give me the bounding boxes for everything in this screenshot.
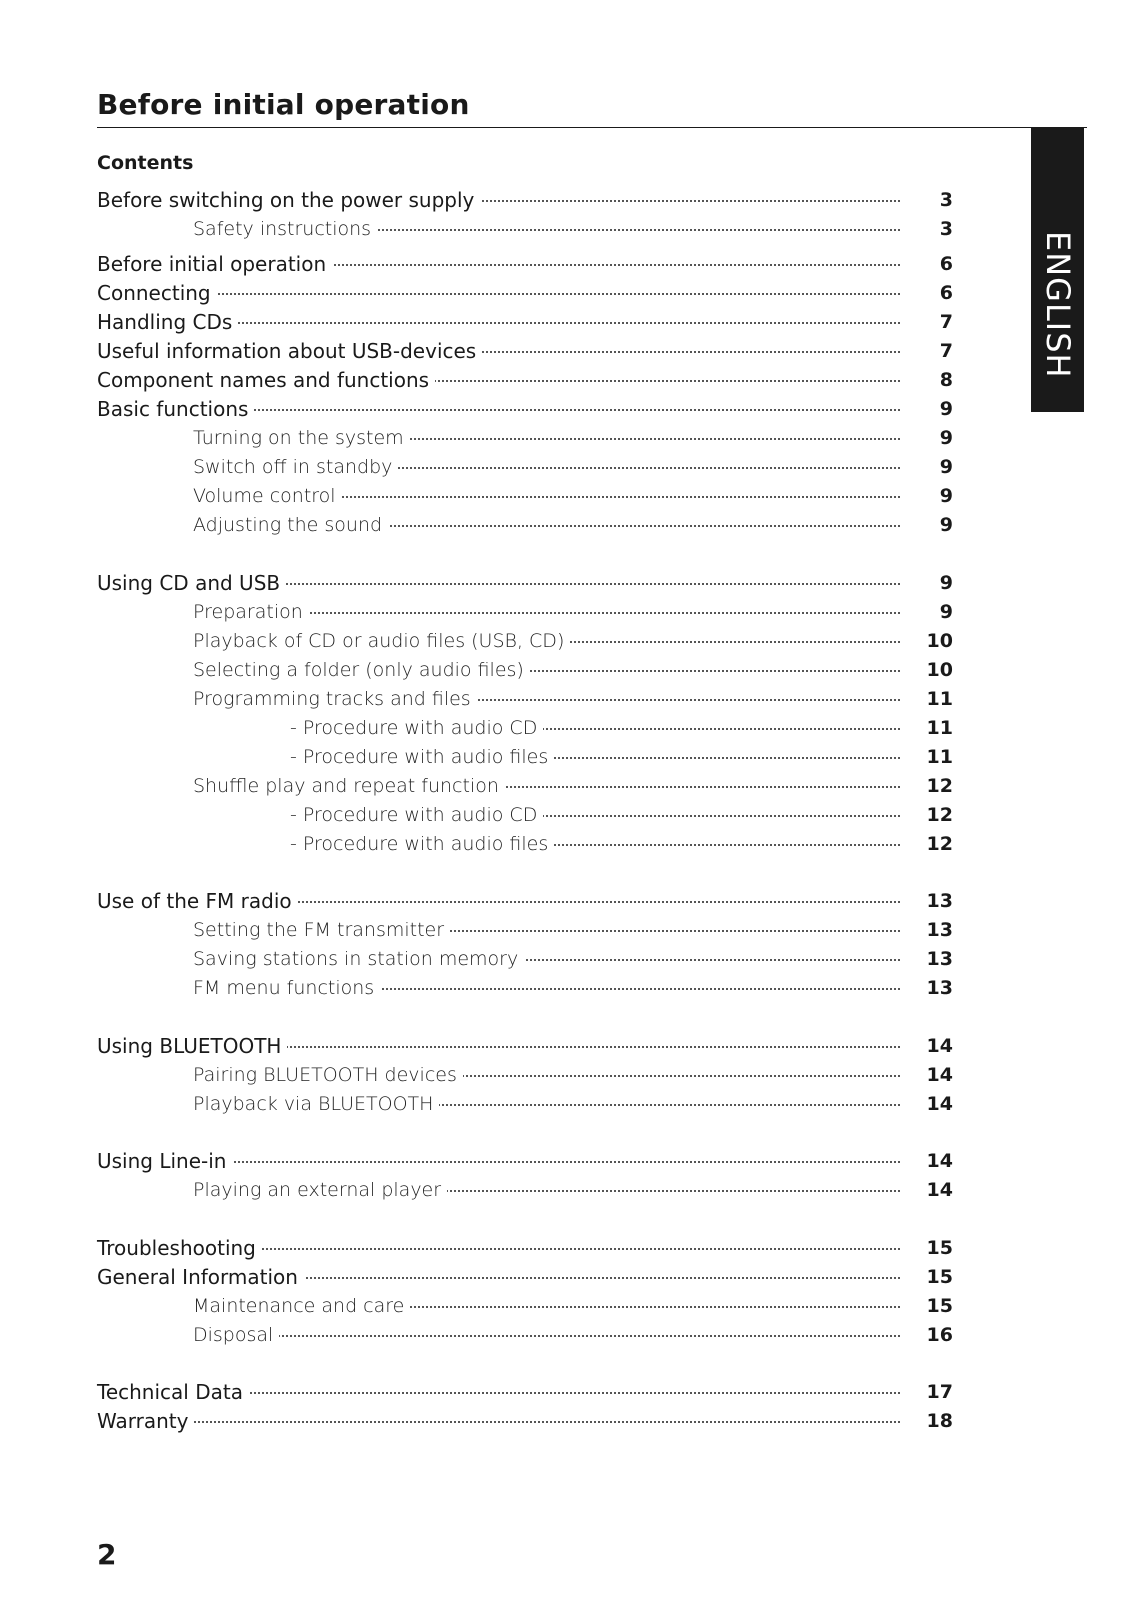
toc-entry-label: Setting the FM transmitter [193, 916, 450, 944]
toc-entry-page: 14 [926, 1035, 953, 1057]
toc-entry-label: Saving stations in station memory [193, 945, 524, 973]
toc-entry-page: 10 [926, 659, 953, 681]
toc-entry-label: Adjusting the sound [193, 511, 388, 539]
toc-entry-label: Shuffle play and repeat function [193, 772, 505, 800]
toc-entry [0, 685, 1128, 713]
toc-entry-page: 3 [939, 189, 953, 211]
toc-entry [0, 627, 1128, 655]
toc-entry [0, 424, 1128, 452]
toc-entry-label: - Procedure with audio CD [290, 714, 543, 742]
toc-entry-label: Playback via BLUETOOTH [193, 1090, 439, 1118]
toc-entry-page: 7 [939, 340, 953, 362]
toc-entry-page: 13 [926, 977, 953, 999]
toc-entry-label: Component names and functions [97, 366, 435, 394]
toc-entry-page: 6 [939, 253, 953, 275]
toc-entry-page: 11 [926, 717, 953, 739]
toc-entry [0, 916, 1128, 944]
toc-entry-page: 14 [926, 1093, 953, 1115]
toc-entry-label: Safety instructions [193, 215, 377, 243]
toc-entry-label: - Procedure with audio CD [290, 801, 543, 829]
toc-entry-label: General Information [97, 1263, 304, 1291]
toc-entry [0, 186, 1128, 214]
toc-entry-label: FM menu functions [193, 974, 380, 1002]
toc-entry [0, 1263, 1128, 1291]
toc-entry [0, 366, 1128, 394]
toc-entry-page: 9 [939, 485, 953, 507]
toc-leader-dots [97, 1421, 900, 1423]
toc-entry-label: Using CD and USB [97, 569, 286, 597]
toc-entry [0, 830, 1128, 858]
toc-entry [0, 1032, 1128, 1060]
toc-entry [0, 1292, 1128, 1320]
toc-entry [0, 974, 1128, 1002]
page-title: Before initial operation [97, 88, 470, 121]
toc-entry-label: Use of the FM radio [97, 887, 298, 915]
toc-entry [0, 1147, 1128, 1175]
toc-entry-page: 10 [926, 630, 953, 652]
toc-entry [0, 1176, 1128, 1204]
toc-entry-label: Programming tracks and files [193, 685, 477, 713]
toc-leader-dots [193, 1335, 900, 1337]
toc-entry-label: - Procedure with audio files [290, 743, 554, 771]
toc-entry-page: 14 [926, 1150, 953, 1172]
toc-entry-label: - Procedure with audio files [290, 830, 554, 858]
toc-entry [0, 511, 1128, 539]
toc-entry-page: 8 [939, 369, 953, 391]
toc-entry-label: Selecting a folder (only audio files) [193, 656, 530, 684]
toc-entry-label: Pairing BLUETOOTH devices [193, 1061, 463, 1089]
toc-entry-page: 3 [939, 218, 953, 240]
toc-entry-page: 6 [939, 282, 953, 304]
toc-entry [0, 801, 1128, 829]
toc-entry [0, 887, 1128, 915]
toc-entry-label: Before initial operation [97, 250, 332, 278]
toc-entry [0, 215, 1128, 243]
toc-entry [0, 250, 1128, 278]
toc-entry-page: 9 [939, 514, 953, 536]
toc-entry-label: Playback of CD or audio files (USB, CD) [193, 627, 570, 655]
toc-entry-page: 15 [926, 1295, 953, 1317]
toc-entry [0, 656, 1128, 684]
toc-entry [0, 337, 1128, 365]
toc-entry [0, 279, 1128, 307]
toc-leader-dots [97, 293, 900, 295]
toc-entry-label: Technical Data [97, 1378, 249, 1406]
toc-entry [0, 772, 1128, 800]
toc-entry-page: 15 [926, 1266, 953, 1288]
toc-entry-page: 12 [926, 804, 953, 826]
toc-entry-label: Basic functions [97, 395, 254, 423]
toc-entry [0, 1407, 1128, 1435]
language-tab-label: ENGLISH [1039, 230, 1077, 379]
toc-entry [0, 1234, 1128, 1262]
toc-entry-page: 14 [926, 1064, 953, 1086]
toc-entry-page: 9 [939, 427, 953, 449]
toc-entry-label: Warranty [97, 1407, 194, 1435]
toc-entry-label: Switch off in standby [193, 453, 398, 481]
toc-entry [0, 743, 1128, 771]
toc-entry-label: Preparation [193, 598, 309, 626]
toc-entry-page: 9 [939, 601, 953, 623]
toc-entry-page: 13 [926, 919, 953, 941]
toc-entry-page: 16 [926, 1324, 953, 1346]
toc-entry-page: 13 [926, 890, 953, 912]
page-number: 2 [97, 1538, 117, 1571]
contents-heading: Contents [97, 152, 194, 174]
toc-entry [0, 453, 1128, 481]
toc-entry-label: Troubleshooting [97, 1234, 262, 1262]
toc-entry [0, 945, 1128, 973]
toc-entry [0, 1321, 1128, 1349]
toc-entry-page: 18 [926, 1410, 953, 1432]
toc-entry [0, 308, 1128, 336]
toc-entry-label: Using Line-in [97, 1147, 232, 1175]
toc-entry-page: 13 [926, 948, 953, 970]
toc-entry [0, 482, 1128, 510]
toc-entry-label: Maintenance and care [193, 1292, 410, 1320]
toc-entry-page: 12 [926, 775, 953, 797]
toc-entry-label: Before switching on the power supply [97, 186, 480, 214]
toc-entry-page: 15 [926, 1237, 953, 1259]
toc-entry-label: Volume control [193, 482, 342, 510]
toc-entry [0, 1061, 1128, 1089]
toc-entry-page: 11 [926, 746, 953, 768]
toc-entry-label: Connecting [97, 279, 217, 307]
toc-entry-label: Playing an external player [193, 1176, 447, 1204]
toc-entry [0, 1090, 1128, 1118]
toc-entry-label: Using BLUETOOTH [97, 1032, 287, 1060]
toc-entry-page: 7 [939, 311, 953, 333]
toc-entry-label: Useful information about USB-devices [97, 337, 482, 365]
toc-entry-label: Disposal [193, 1321, 279, 1349]
toc-entry [0, 598, 1128, 626]
toc-entry-page: 14 [926, 1179, 953, 1201]
toc-entry-page: 11 [926, 688, 953, 710]
toc-entry-page: 17 [926, 1381, 953, 1403]
toc-entry [0, 1378, 1128, 1406]
toc-entry-page: 9 [939, 456, 953, 478]
toc-entry-label: Turning on the system [193, 424, 410, 452]
toc-entry [0, 395, 1128, 423]
toc-entry-page: 12 [926, 833, 953, 855]
toc-entry [0, 569, 1128, 597]
toc-entry [0, 714, 1128, 742]
toc-entry-page: 9 [939, 572, 953, 594]
header-divider [97, 127, 1087, 128]
toc-entry-label: Handling CDs [97, 308, 238, 336]
toc-entry-page: 9 [939, 398, 953, 420]
